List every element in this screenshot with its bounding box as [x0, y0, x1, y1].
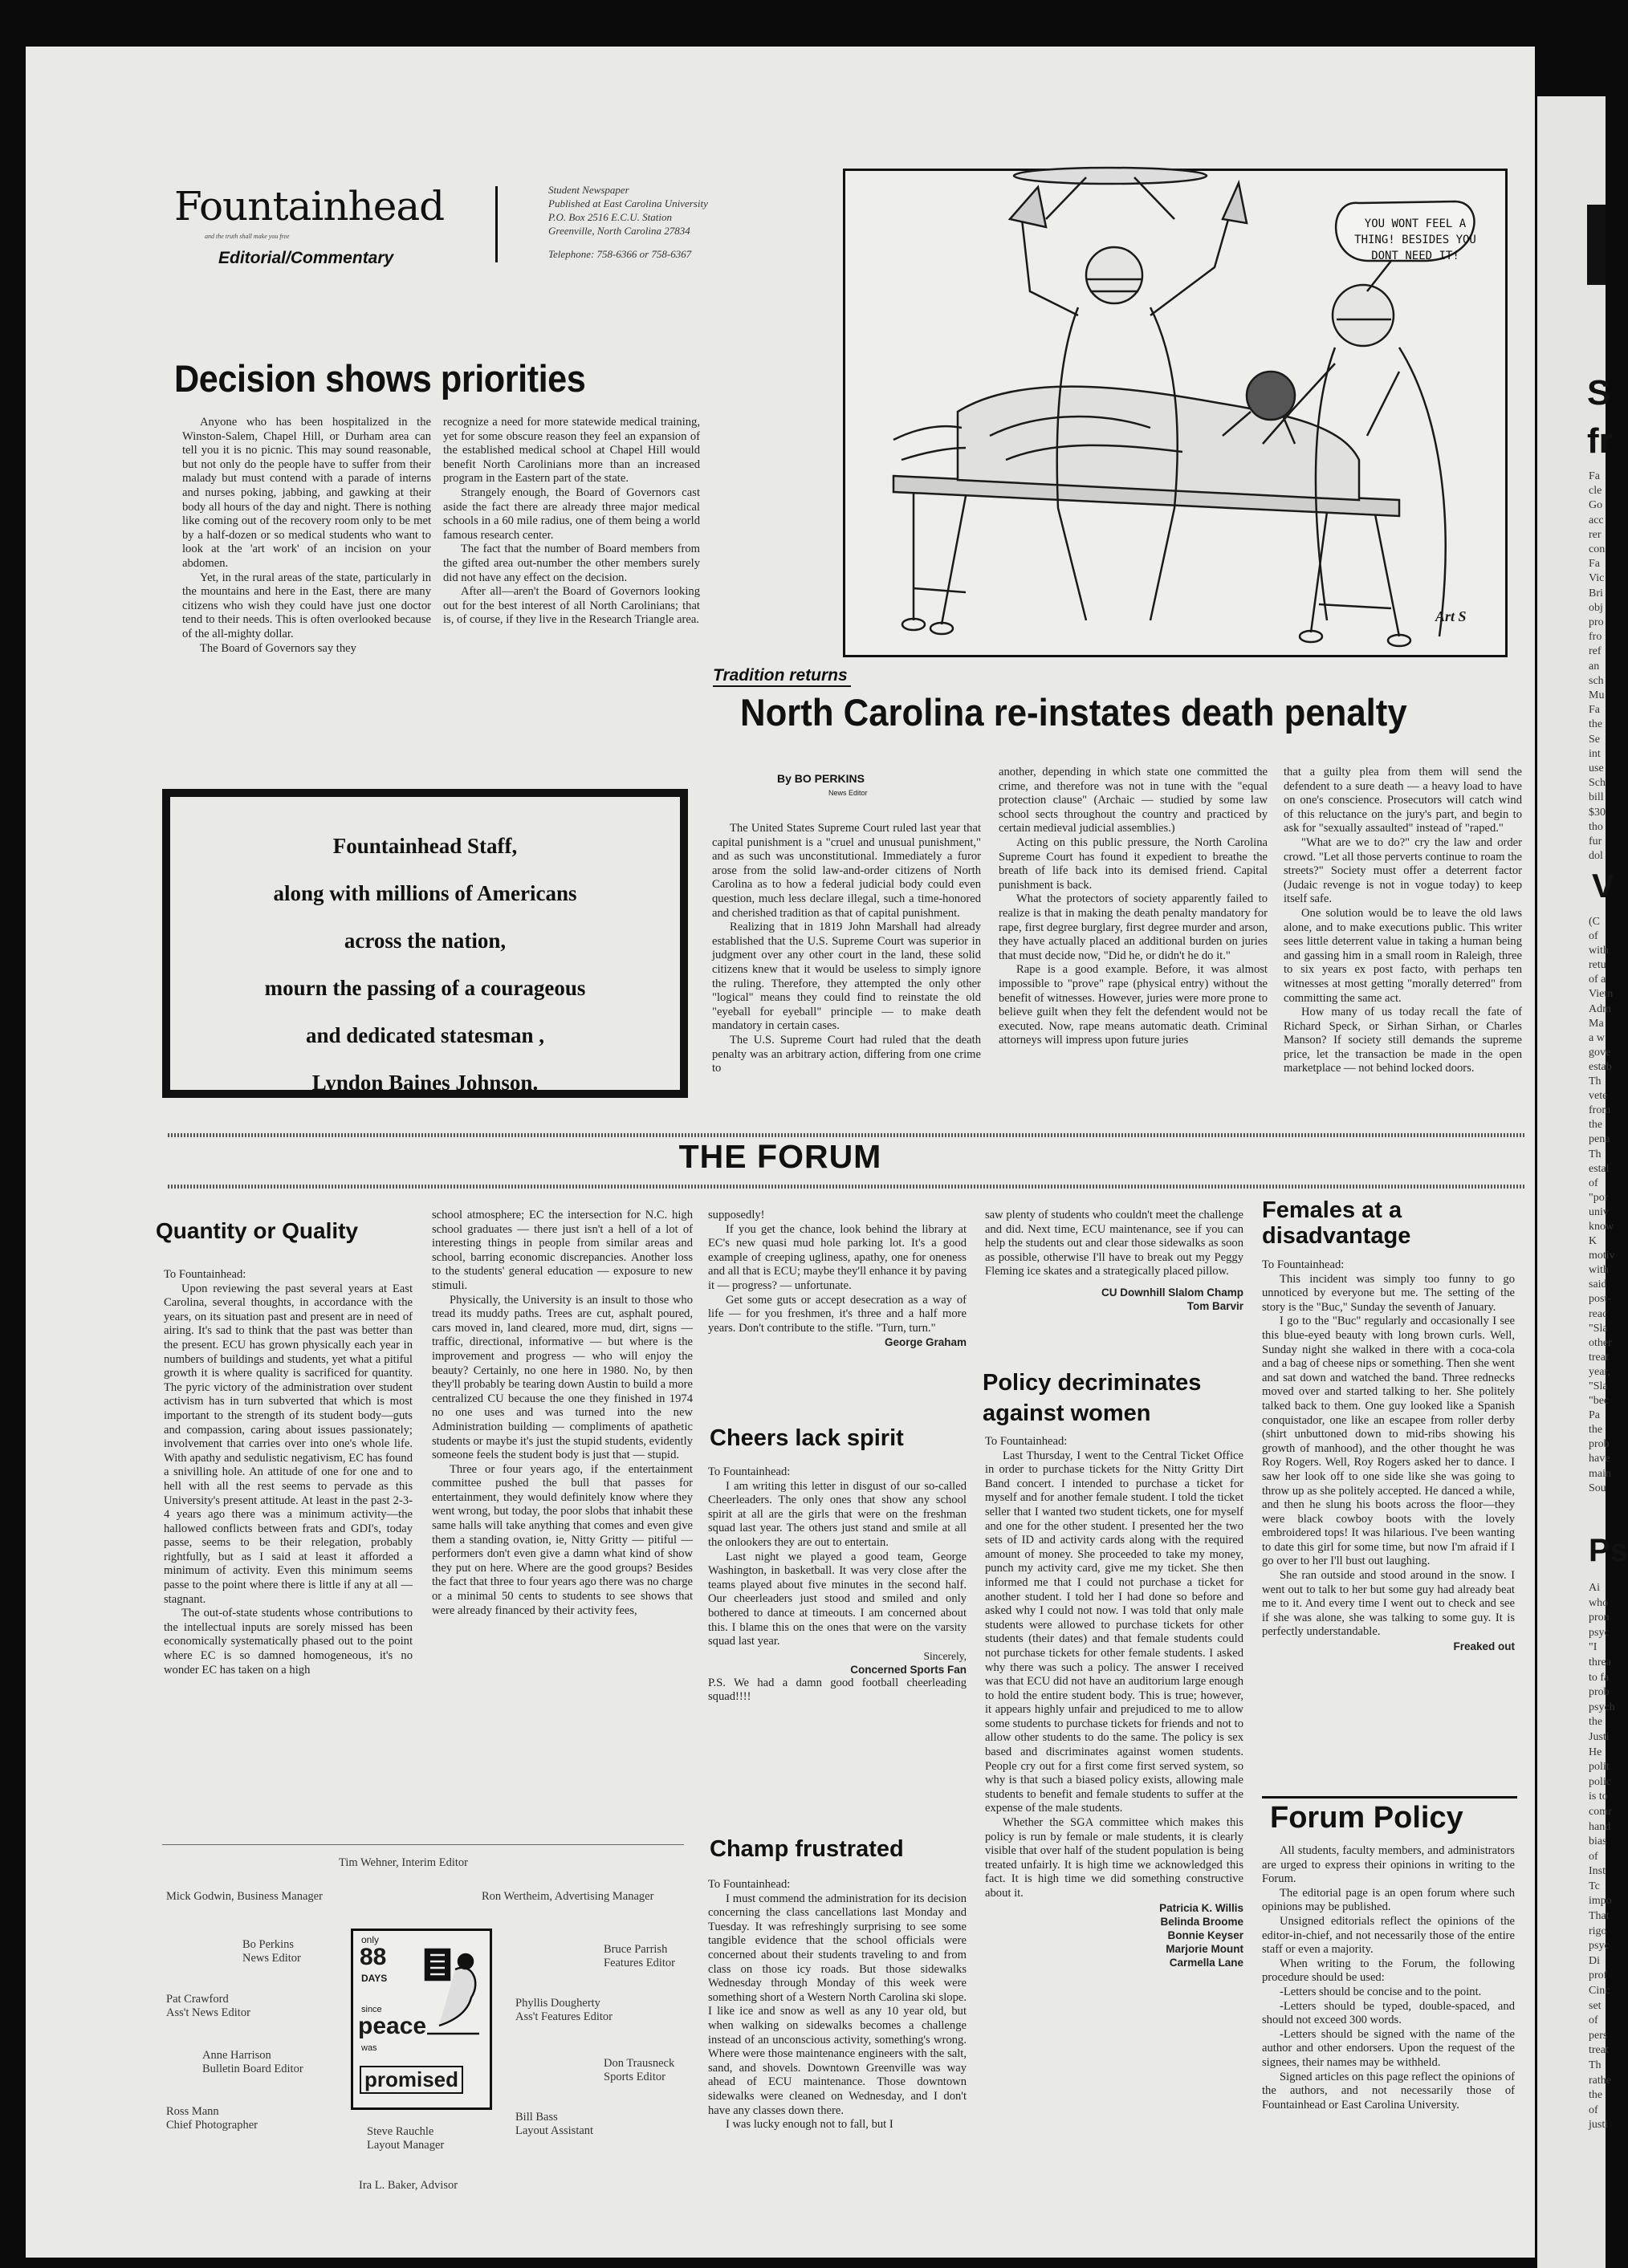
adjacent-text-2: [1589, 915, 1615, 1496]
adjacent-fragment: have: [1589, 1453, 1610, 1465]
adjacent-fragment: $30: [1589, 806, 1606, 819]
tribute-line: across the nation,: [344, 929, 507, 953]
policy-headline-line: Policy decriminates: [983, 1370, 1202, 1396]
tribute-line: along with millions of Americans: [273, 881, 577, 905]
letter-paragraph: Physically, the University is an insult to those who tread its muddy paths. Trees are cut, asphalt poured, cars moved in, land cleared, more mud, dirt, signs — traffic, directional, informative — but where is the improvement and progress — who will enjoy the beauty? Certainly, no one here in 1980. No, by then they'll probably be tearing down Austin to build a more centralized CU because the one they finished in 1974 no one uses and was turned into the new Administration building — compliments of apathetic students or maybe it's just the stupid students, evidently someone feels the student body is just that — stupid.: [432, 1293, 693, 1462]
adjacent-fragment: Th: [1589, 1075, 1602, 1088]
staff-role: Ass't News Editor: [166, 2006, 250, 2019]
adjacent-fragment: "I: [1589, 1641, 1597, 1654]
editorial-paragraph: Anyone who has been hospitalized in the Winston-Salem, Chapel Hill, or Durham area can tell you it is no picnic. This may sound reasonable, but not only do the people have to suffer from their malady but must contend with a parade of interns and nurses poking, jabbing, and gawking at their body all hours of the day and night. There is nothing like coming out of the recovery room only to be met by a half-dozen or so medical students who want to look at the 'art work' of an incision on your abdomen.: [182, 416, 431, 570]
adjacent-fragment: con: [1589, 543, 1606, 556]
article-paragraph: One solution would be to leave the old laws alone, and to make executions public. This writer sees little deterrent value in taking a human being and gassing him in a small room in Raleigh, three to six years ex post facto, with perhaps ten witnesses at most getting "morally deterred" from committing the same act.: [1284, 906, 1522, 1005]
death-penalty-col1: [712, 822, 981, 1076]
adjacent-headline-line: fr: [1587, 421, 1613, 461]
letter-paragraph: Get some guts or accept desecration as a way of life — for you freshmen, it's three and a half more years. Don't contribute to the stifle. "Turn, turn.": [708, 1293, 967, 1335]
policy-paragraph: When writing to the Forum, the following procedure should be used:: [1262, 1957, 1515, 1985]
adjacent-fragment: of: [1589, 1177, 1598, 1189]
adjacent-fragment: pena: [1589, 1133, 1610, 1146]
editorial-cartoon: [843, 169, 1508, 657]
editorial-col2: [443, 416, 700, 628]
adjacent-fragment: comr: [1589, 1805, 1612, 1818]
adjacent-fragment: treat: [1589, 1351, 1609, 1364]
adjacent-fragment: Mu: [1589, 689, 1605, 702]
death-penalty-byline: By BO PERKINS: [777, 772, 865, 785]
adjacent-headline-2: V: [1592, 867, 1615, 904]
adjacent-fragment: Sch: [1589, 777, 1606, 790]
peace-was: was: [361, 2043, 377, 2053]
adjacent-fragment: pron: [1589, 1612, 1610, 1624]
adjacent-fragment: "Sla: [1589, 1322, 1608, 1335]
adjacent-fragment: know: [1589, 1220, 1614, 1233]
adjacent-fragment: impo: [1589, 1895, 1612, 1908]
staff-business: Mick Godwin, Business Manager: [166, 1890, 323, 1903]
adjacent-fragment: other: [1589, 1336, 1612, 1349]
adjacent-fragment: the: [1589, 1424, 1603, 1437]
speech-line: DONT NEED IT!: [1371, 250, 1459, 262]
adjacent-fragment: Fa: [1589, 704, 1600, 717]
staff-sports: [604, 2057, 674, 2084]
letter-salutation: To Fountainhead:: [708, 1878, 791, 1891]
adjacent-fragment: psyc: [1589, 1626, 1610, 1639]
letter-paragraph: I was lucky enough not to fall, but I: [726, 2118, 893, 2132]
adjacent-fragment: (C: [1589, 916, 1600, 928]
staff-role: Bulletin Board Editor: [202, 2063, 303, 2075]
letter-signature: Freaked out: [1453, 1640, 1515, 1653]
staff-photo: [166, 2105, 258, 2132]
masthead-tagline: and the truth shall make you free: [205, 233, 290, 240]
adjacent-headline-1: [1587, 369, 1613, 465]
letter-signature: Concerned Sports Fan: [850, 1663, 967, 1676]
adjacent-page-strip: [1537, 96, 1628, 2268]
adjacent-fragment: threa: [1589, 1656, 1611, 1668]
adjacent-fragment: motiv: [1589, 1250, 1615, 1262]
staff-rule: [162, 1844, 684, 1845]
adjacent-fragment: prof: [1589, 1969, 1608, 1982]
masthead-info-line: Student Newspaper: [548, 184, 629, 196]
staff-name: Ross Mann: [166, 2105, 219, 2118]
letter-signature: Carmella Lane: [1169, 1956, 1243, 1969]
newspaper-page: [26, 47, 1535, 2258]
adjacent-fragment: Vic: [1589, 572, 1605, 585]
policy-paragraph: Signed articles on this page reflect the opinions of the authors, and not necessarily those of Fountainhead or East Carolina University.: [1262, 2070, 1515, 2112]
adjacent-fragment: an: [1589, 660, 1600, 673]
adjacent-fragment: Bri: [1589, 587, 1603, 600]
tribute-line: mourn the passing of a courageous: [264, 976, 586, 1000]
letter-signature: George Graham: [884, 1336, 967, 1349]
policy-headline-line: against women: [983, 1400, 1151, 1426]
byline-title: News Editor: [828, 789, 868, 797]
adjacent-fragment: Go: [1589, 499, 1603, 512]
masthead-info-line: P.O. Box 2516 E.C.U. Station: [548, 211, 672, 223]
adjacent-headline-line: S: [1587, 373, 1611, 413]
policy-paragraph: -Letters should be typed, double-spaced, and should not exceed 300 words.: [1262, 1999, 1515, 2027]
adjacent-fragment: of: [1589, 2103, 1598, 2116]
adjacent-fragment: polic: [1589, 1775, 1611, 1788]
adjacent-fragment: He: [1589, 1746, 1602, 1758]
adjacent-fragment: set: [1589, 1999, 1602, 2012]
forum-policy-body: [1262, 1844, 1515, 2112]
peace-days-number: 88: [360, 1944, 387, 1970]
tribute-text: [170, 823, 680, 1107]
letter-salutation: To Fountainhead:: [164, 1268, 246, 1281]
staff-advertising: Ron Wertheim, Advertising Manager: [482, 1890, 654, 1903]
article-paragraph: What the protectors of society apparently failed to realize is that in making the death penalty mandatory for rape, first degree burglary, first degree murder and arson, they have actually placed an additional burden on juries that must decide now, "Did he, or didn't he do it.": [999, 892, 1268, 962]
adjacent-fragment: bias: [1589, 1835, 1607, 1848]
forum-banner: THE FORUM: [678, 1138, 882, 1175]
adjacent-fragment: is to: [1589, 1790, 1608, 1803]
forum-rule-bottom: [168, 1185, 1524, 1189]
adjacent-fragment: of: [1589, 930, 1598, 943]
staff-layout-mgr: [367, 2125, 444, 2152]
quantity-col1: [164, 1268, 413, 1677]
staff-role: Ass't Features Editor: [515, 2010, 613, 2023]
adjacent-fragment: pers: [1589, 2029, 1608, 2042]
adjacent-fragment: sch: [1589, 674, 1604, 687]
adjacent-fragment: year,: [1589, 1365, 1611, 1378]
adjacent-fragment: the: [1589, 1716, 1603, 1729]
adjacent-fragment: univ: [1589, 1205, 1609, 1218]
editorial-paragraph: The fact that the number of Board members from the gifted area out-number the other members surely did not have any effect on the decision.: [443, 543, 700, 584]
adjacent-fragment: Ma: [1589, 1017, 1604, 1030]
forum-policy-headline: Forum Policy: [1270, 1801, 1463, 1835]
editorial-paragraph: The Board of Governors say they: [200, 641, 356, 655]
policy-paragraph: The editorial page is an open forum where such opinions may be published.: [1262, 1886, 1515, 1914]
adjacent-fragment: with: [1589, 1264, 1609, 1277]
adjacent-fragment: estab: [1589, 1060, 1612, 1073]
quantity-col2: [432, 1209, 693, 1618]
letter-signature: Marjorie Mount: [1166, 1942, 1243, 1955]
staff-role: Chief Photographer: [166, 2119, 258, 2132]
adjacent-fragment: rigo: [1589, 1925, 1607, 1937]
adjacent-fragment: justi: [1589, 2119, 1609, 2132]
adjacent-fragment: Th: [1589, 2059, 1602, 2071]
staff-layout-asst: [515, 2111, 593, 2138]
adjacent-fragment: prob: [1589, 1686, 1610, 1699]
tribute-line: and dedicated statesman ,: [305, 1023, 544, 1047]
letter-signature: CU Downhill Slalom Champ: [1101, 1286, 1243, 1299]
section-title: Editorial/Commentary: [218, 249, 394, 267]
adjacent-fragment: int: [1589, 747, 1601, 760]
adjacent-fragment: hand: [1589, 1820, 1611, 1833]
article-paragraph: Realizing that in 1819 John Marshall had already established that the U.S. Supreme Court was superior in judgment over any other court in the land, these solid citizens knew that it would be useless to simply ignore the ruling. Therefore, they attempted the only other "logical" means they could find to reinstate the old "eyeball for eyeball" principle — to make death mandatory in certain cases.: [712, 921, 981, 1033]
staff-role: Sports Editor: [604, 2071, 665, 2083]
policy-paragraph: -Letters should be signed with the name of the author and other endorsers. Upon the request of the signees, their names may be withheld.: [1262, 2027, 1515, 2069]
adjacent-fragment: prob: [1589, 1438, 1610, 1451]
quantity-headline: Quantity or Quality: [156, 1218, 359, 1243]
adjacent-fragment: bill: [1589, 791, 1604, 804]
tribute-box: [162, 789, 688, 1098]
adjacent-fragment: K: [1589, 1235, 1597, 1248]
females-headline: [1262, 1197, 1410, 1249]
staff-role: News Editor: [242, 1952, 301, 1965]
adjacent-fragment: Justi: [1589, 1730, 1610, 1743]
editorial-paragraph: Strangely enough, the Board of Governors cast aside the fact there are already three major medical schools in a 60 mile radius, one of them being a world famous research center.: [443, 486, 700, 542]
adjacent-fragment: fro: [1589, 631, 1602, 644]
article-paragraph: another, depending in which state one committed the crime, and therefore was not in tune with the "equal protection clause" (Archaic — studied by some law school sects throughout the country and practiced by certain medieval judicial assemblies.): [999, 766, 1268, 835]
forum-rule-top: [168, 1133, 1524, 1137]
adjacent-headline-3: Ps: [1589, 1533, 1628, 1568]
editorial-headline: Decision shows priorities: [174, 357, 586, 400]
adjacent-fragment: of: [1589, 1850, 1598, 1863]
staff-features: [604, 1943, 675, 1970]
staff-name: Steve Rauchle: [367, 2125, 434, 2138]
masthead-telephone: Telephone: 758-6366 or 758-6367: [548, 248, 692, 260]
adjacent-fragment: of: [1589, 2014, 1598, 2027]
masthead: [174, 183, 551, 335]
tribute-line: Fountainhead Staff,: [332, 834, 518, 858]
letter-paragraph: I go to the "Buc" regularly and occasionally I see this blue-eyed beauty with long brown curls. Well, Sunday night she walked in there with a coca-cola and a bag of cheese nips or something. Then she went and sat down and watched the band. Three rednecks moved over and started talking to her. She politely talked back to them. One guy looked like a Spanish conquistador, one like an escapee from roller derby (shirt unbuttoned down to mid-ribs showing his growth of manhood), and the other thought he was Roy Rogers. Well, Roy Rogers asked her to dance. I saw her look off to one side like she was going to throw up as she politely accepted. He danced a while, and then he slung his boots across the floor—they were black cowboy boots with the lovely embroidered tops! It was hilarious. I've been wanting to date this girl for some time, but now I'm afraid if I go over to her I'll bust out laughing.: [1262, 1315, 1515, 1568]
adjacent-fragment: Cinc: [1589, 1985, 1610, 1998]
letter-signature: Belinda Broome: [1160, 1915, 1243, 1928]
adjacent-fragment: Adm: [1589, 1002, 1611, 1015]
letter-paragraph: Three or four years ago, if the entertainment committee pushed the bull that passes for entertainment, they would definitely know where they went wrong, but today, the poor slobs that inhabit these same halls will take anything that comes and even give them a standing ovation, ie, Nitty Gritty — pitiful — performers don't even give a damn what kind of show they put on here. Where are the good groups? Besides the fact that three to four years ago there was no charge or a minimal 50 cents to students to see shows that were already financed by their activity fees,: [432, 1462, 693, 1617]
adjacent-fragment: psych: [1589, 1701, 1615, 1713]
policy-headline: [983, 1368, 1201, 1429]
adjacent-fragment: cle: [1589, 485, 1602, 498]
death-penalty-col3: [1284, 766, 1522, 1076]
adjacent-fragment: the: [1589, 718, 1603, 731]
article-paragraph: The United States Supreme Court ruled last year that capital punishment is a "cruel and unusual punishment," and as such was unconstitutional. Immediately a furor arose from the solid law-and-order citizens of North Carolina as to how a federal judicial body could even question, much less declare illegal, such a time-honored and cherished tradition as that of capital punishment.: [712, 822, 981, 920]
letter-paragraph: I am writing this letter in disgust of our so-called Cheerleaders. The only ones that show any school spirit at all are the girls that were on the freshman squad last year. The others just stand and smile at all the onlookers they are out to entertain.: [708, 1479, 967, 1549]
cartoon-speech: [1335, 216, 1496, 264]
letter-paragraph: The out-of-state students whose contributions to the intellectual inputs are sorely missed has been economically systematically phased out to the point where EC is so damned homogeneous, it's no wonder EC has taken on a high: [164, 1607, 413, 1677]
death-penalty-col2: [999, 766, 1268, 1048]
letter-paragraph: Last Thursday, I went to the Central Ticket Office in order to purchase tickets for the Nitty Gritty Dirt Band concert. I intended to purchase a ticket for myself and for another female student. I told the ticket seller that I wanted two student tickets, one for myself and one for the other student. I presented her the two sets of ID and activity cards along with the required amount of money. She proceeded to take my money, punch my activity card, give me my ticket. She then informed me that I could not purchase a ticket for another student. I told her I had done so before and asked why I could not now. I was told that only male students were allowed to purchase tickets for other students (their dates) and that female students could not purchase tickets for other female students. I asked why there was such a policy. The answer I received was that ECU did not have an auditorium large enough to hold the entire student body. This is true; however, it appears highly unfair and prejudiced to me to allow some students to purchase tickets for friends and not to allow other students to do the same. The policy is sex based and discriminates against women students. People cry out for a first come first served system, so why is that such a biased policy exists, allowing male students to benefit and female students to suffer at the expense of the male students.: [985, 1449, 1243, 1815]
females-body: [1262, 1258, 1515, 1653]
letter-paragraph: supposedly!: [708, 1209, 765, 1221]
policy-body: [985, 1435, 1243, 1969]
adjacent-fragment: Fa: [1589, 470, 1600, 482]
policy-paragraph: -Letters should be concise and to the point.: [1280, 1985, 1482, 1998]
staff-editor: Tim Wehner, Interim Editor: [339, 1856, 468, 1869]
staff-advisor: Ira L. Baker, Advisor: [359, 2179, 458, 2192]
adjacent-fragment: polit: [1589, 1761, 1610, 1774]
letter-salutation: To Fountainhead:: [708, 1465, 791, 1478]
staff-name: Phyllis Dougherty: [515, 1997, 600, 2010]
article-paragraph: The U.S. Supreme Court had ruled that the death penalty was an arbitrary action, differing from one crime to: [712, 1033, 981, 1075]
adjacent-fragment: the: [1589, 1119, 1603, 1132]
adjacent-fragment: to fa: [1589, 1671, 1610, 1684]
peace-since: since: [361, 2005, 382, 2014]
staff-name: Pat Crawford: [166, 1993, 229, 2006]
staff-asst-features: [515, 1997, 613, 2024]
letter-signature: Patricia K. Willis: [1159, 1901, 1243, 1914]
adjacent-fragment: acc: [1589, 514, 1604, 526]
article-paragraph: Rape is a good example. Before, it was almost impossible to "prove" rape (physical entry) without the benefit of witnesses. However, juries were more prone to believe guilt when they felt the defendent would not be executed. Now, rape means automatic death. Criminal attorneys will impress upon future juries: [999, 963, 1268, 1047]
adjacent-fragment: Sou: [1589, 1482, 1606, 1494]
peace-only: only: [361, 1934, 380, 1945]
letter-signature: Tom Barvir: [1186, 1299, 1243, 1312]
masthead-info-line: Greenville, North Carolina 27834: [548, 225, 690, 237]
letter-postscript: P.S. We had a damn good football cheerleading squad!!!!: [708, 1676, 967, 1704]
adjacent-fragment: That: [1589, 1910, 1610, 1923]
adjacent-black-block: [1587, 205, 1606, 285]
adjacent-fragment: Fa: [1589, 558, 1600, 571]
adjacent-fragment: reac: [1589, 1307, 1608, 1320]
adjacent-fragment: ref: [1589, 645, 1602, 658]
editorial-paragraph: recognize a need for more statewide medical training, yet for some obscure reason they feel an expansion of the established medical school at Chapel Hill would benefit North Carolinians more than an increased program in the Eastern part of the state.: [443, 416, 700, 486]
peace-promised: promised: [360, 2066, 463, 2094]
adjacent-fragment: Di: [1589, 1954, 1600, 1967]
adjacent-fragment: psyc: [1589, 1940, 1610, 1953]
adjacent-fragment: a w: [1589, 1031, 1605, 1044]
champ-col1: [708, 1878, 967, 2132]
adjacent-fragment: rer: [1589, 528, 1602, 541]
masthead-logo: Fountainhead: [174, 183, 445, 230]
editorial-paragraph: Yet, in the rural areas of the state, particularly in the mountains and here in the East, there are many citizens who wish they could have just one doctor tend to their needs. This is often overlooked because of the all-mighty dollar.: [182, 571, 431, 640]
staff-bulletin: [202, 2049, 303, 2076]
article-paragraph: that a guilty plea from them will send the defendent to a sure death — a heavy load to have on one's conscience. Prosecutors will catch wind of this reluctance on the jury's part, and begin to ask for "sexually assaulted" instead of "raped.": [1284, 766, 1522, 835]
article-paragraph: "What are we to do?" cry the law and order crowd. "Let all those perverts continue to roam the streets?" Society must offer a deterrent factor (Judaic revenge is not in vogue today) to keep itself safe.: [1284, 835, 1522, 906]
adjacent-fragment: main: [1589, 1467, 1611, 1480]
quantity-col3: [708, 1209, 967, 1349]
masthead-info: [548, 183, 837, 261]
letter-paragraph: I must commend the administration for its decision concerning the class cancellations last Monday and Tuesday. It was refreshingly surprising to see some tangible evidence that the school officials were concerned about their students traveling to and from class on those icy roads. But those sidewalks Wednesday through Monday of this week were something short of a Western North Carolina ski slope. I like ice and snow as well as any 10 year old, but when walking on sidewalks becomes a challenge instead of an unconscious activity, something's wrong. Where were those maintenance engineers with the salt, sand, and shovels. Downtown Greenville was way ahead of ECU maintenance. Those downtown sidewalks were cleaned on Wednesday, and I don't have any classes down there.: [708, 1892, 967, 2117]
adjacent-fragment: with: [1589, 945, 1609, 957]
females-headline-line: disadvantage: [1262, 1223, 1411, 1249]
speech-line: THING! BESIDES YOU: [1354, 234, 1476, 246]
staff-name: Bruce Parrish: [604, 1943, 668, 1956]
adjacent-fragment: estal: [1589, 1162, 1610, 1175]
staff-role: Layout Assistant: [515, 2124, 594, 2137]
policy-paragraph: Unsigned editorials reflect the opinions of the editor-in-chief, and not necessarily those of the entire staff or even a majority.: [1262, 1914, 1515, 1957]
adjacent-fragment: obj: [1589, 601, 1603, 614]
adjacent-fragment: tho: [1589, 820, 1603, 833]
adjacent-fragment: Pa: [1589, 1409, 1600, 1422]
editorial-col1: [182, 416, 431, 656]
letter-closing: Sincerely,: [923, 1649, 967, 1662]
letter-salutation: To Fountainhead:: [985, 1435, 1068, 1448]
staff-asst-news: [166, 1993, 250, 2020]
adjacent-fragment: fur: [1589, 835, 1602, 848]
letter-signature: Bonnie Keyser: [1167, 1929, 1243, 1941]
adjacent-fragment: Th: [1589, 1148, 1602, 1160]
adjacent-text-1: [1589, 469, 1606, 864]
adjacent-text-3: [1589, 1581, 1615, 2133]
adjacent-fragment: the: [1589, 2089, 1603, 2102]
adjacent-fragment: use: [1589, 762, 1604, 775]
peace-days-box: [351, 1929, 492, 2110]
adjacent-fragment: Vietn: [1589, 988, 1614, 1001]
cheers-headline: Cheers lack spirit: [710, 1425, 904, 1451]
adjacent-fragment: post-: [1589, 1293, 1611, 1306]
adjacent-fragment: pro: [1589, 616, 1604, 629]
letter-paragraph: Upon reviewing the past several years at East Carolina, several thoughts, in accordance with the years, on its situation past and present are in need of airing. It's sad to think that the past was better than the present. ECU has grown physically each year in numbers of buildings and students, yet what a pitiful growth it is where quality is sacrificed for quantity. The pyric victory of the administration over student activism has in turn subverted that which is most important to the strength of its student body—guts and compassion, caring about issues passionately; involvement that carries over into one's whole life. With apathy and sedulistic negativism, EC has found a snivilling hole. An attitude of one for one and to hell with all the rest seems to pervade as this University's present attitude. At least in the past 2-3-4 years ago there was a minimum activity—the hallowed conflicts between frats and GDI's, today passe, seems to be their relegation, probably rightfully, but as I said at least it afforded a minimum of activity. Even this minimum seems passe to the point where there is little if any at all — stagnant.: [164, 1282, 413, 1606]
adjacent-fragment: dol: [1589, 850, 1603, 863]
letter-paragraph: saw plenty of students who couldn't meet the challenge and did. Next time, ECU maintenance, see if you can help the students out and clear those sidewalks as soon as possible, otherwise I'll have to break out my Peggy Fleming ice skates and a strategically placed pillow.: [985, 1209, 1243, 1278]
policy-paragraph: All students, faculty members, and administrators are urged to express their opinions in writing to the Forum.: [1262, 1844, 1515, 1886]
peace-days-label: DAYS: [361, 1973, 388, 1984]
staff-name: Don Trausneck: [604, 2057, 675, 2070]
article-paragraph: How many of us today recall the fate of Richard Speck, or Sirhan Sirhan, or Charles Manson? If society still demands the supreme price, let the transaction be made in the open marketplace — not behind locked doors.: [1284, 1006, 1522, 1075]
cartoon-signature: Art S: [1435, 608, 1467, 624]
letter-paragraph: She ran outside and stood around in the snow. I went out to talk to her but some guy had already beat me to it. And every time I went out to check and see if she was alone, she was talking to some guy. It is perfectly understandable.: [1262, 1569, 1515, 1639]
tribute-line: Lyndon Baines Johnson.: [311, 1071, 539, 1095]
adjacent-fragment: "por: [1589, 1191, 1609, 1204]
letter-paragraph: school atmosphere; EC the intersection for N.C. high school graduates — there just isn't a hell of a lot of interesting things in people from similar areas and school, barring economic discrepancies. Another loss to the students' general education — exposure to new stimuli.: [432, 1209, 693, 1292]
adjacent-fragment: vete: [1589, 1090, 1608, 1103]
adjacent-fragment: Ai: [1589, 1582, 1600, 1594]
death-penalty-kicker: Tradition returns: [713, 666, 851, 687]
adjacent-fragment: rathe: [1589, 2074, 1611, 2087]
staff-name: Anne Harrison: [202, 2049, 271, 2062]
champ-col2: [985, 1209, 1243, 1313]
speech-line: YOU WONT FEEL A: [1364, 217, 1467, 230]
females-headline-line: Females at a: [1262, 1197, 1402, 1223]
cheers-body: [708, 1465, 967, 1705]
adjacent-fragment: Se: [1589, 733, 1600, 746]
letter-paragraph: Last night we played a good team, George Washington, in basketball. It was very close after the teams played about five minutes in the second half. Our cheerleaders just stood and smiled and only bothered to dance at timeouts. I am concerned about this. I blame this on the ones that were on the varsity squad last year.: [708, 1550, 967, 1648]
adjacent-fragment: who: [1589, 1596, 1609, 1609]
adjacent-fragment: Inst: [1589, 1865, 1606, 1878]
editorial-paragraph: After all—aren't the Board of Governors looking out for the best interest of all North Carolinians; that is, of course, if they live in the Research Triangle area.: [443, 585, 700, 627]
masthead-info-line: Published at East Carolina University: [548, 197, 708, 209]
adjacent-fragment: said: [1589, 1278, 1607, 1291]
adjacent-fragment: gove: [1589, 1046, 1611, 1059]
adjacent-fragment: "Sla: [1589, 1380, 1608, 1392]
staff-news: [242, 1938, 301, 1965]
article-paragraph: Acting on this public pressure, the North Carolina Supreme Court has found it expedient to breathe the breath of life back into its demised friend. Capital punishment is back.: [999, 835, 1268, 892]
adjacent-fragment: treat: [1589, 2044, 1609, 2057]
adjacent-fragment: of a: [1589, 973, 1606, 986]
masthead-divider: [495, 186, 498, 262]
champ-headline: Champ frustrated: [710, 1836, 904, 1862]
adjacent-fragment: Tc: [1589, 1880, 1600, 1892]
dove-icon: [419, 1937, 483, 2042]
staff-role: Features Editor: [604, 1957, 675, 1969]
staff-role: Layout Manager: [367, 2139, 445, 2152]
adjacent-fragment: from: [1589, 1104, 1611, 1117]
staff-name: Bill Bass: [515, 2111, 558, 2124]
letter-paragraph: This incident was simply too funny to go unnoticed by everyone but me. The setting of the story is the "Buc," Sunday the seventh of January.: [1262, 1272, 1515, 1314]
death-penalty-headline: North Carolina re-instates death penalty: [740, 691, 1407, 734]
adjacent-fragment: "bec: [1589, 1395, 1610, 1408]
staff-name: Bo Perkins: [242, 1938, 295, 1951]
adjacent-fragment: retu: [1589, 959, 1606, 972]
letter-paragraph: If you get the chance, look behind the library at EC's new quasi mud hole parking lot. It's a good example of creeping ugliness, apathy, one for oneness and all that is ECU; maybe they'll enhance it by paving it — progress? — unfortunate.: [708, 1222, 967, 1292]
letter-paragraph: Whether the SGA committee which makes this policy is run by female or male students, it is clearly visible that over half of the student population is being treated unfairly. It is high time we acknowledged this fact. It is high time we did something constructive about it.: [985, 1816, 1243, 1900]
letter-salutation: To Fountainhead:: [1262, 1258, 1345, 1271]
peace-word: peace: [358, 2013, 427, 2039]
